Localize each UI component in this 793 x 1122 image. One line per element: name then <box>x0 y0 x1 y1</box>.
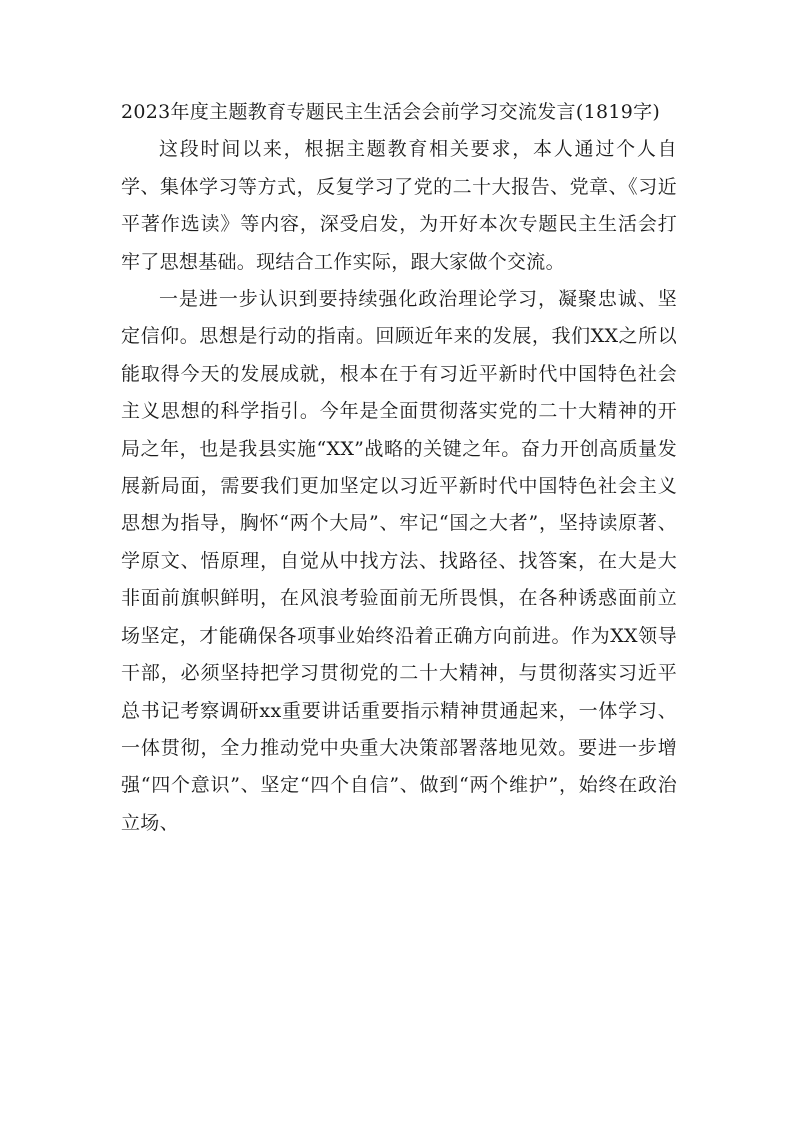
document-title: 2023年度主题教育专题民主生活会会前学习交流发言(1819字) <box>121 101 661 123</box>
paragraph-point-one: 一是进一步认识到要持续强化政治理论学习，凝聚忠诚、坚定信仰。思想是行动的指南。回顾近年来的发展，我们XX之所以能取得今天的发展成就，根本在于有习近平新时代中国特色社会主义思想的科学指引。今年是全面贯彻落实党的二十大精神的开局之年，也是我县实施“XX”战略的关键之年。奋力开创高质量发展新局面，需要我们更加坚定以习近平新时代中国特色社会主义思想为指导，胸怀“两个大局”、牢记“国之大者”，坚持读原著、学原文、悟原理，自觉从中找方法、找路径、找答案，在大是大非面前旗帜鲜明，在风浪考验面前无所畏惧，在各种诱惑面前立场坚定，才能确保各项事业始终沿着正确方向前进。作为XX领导干部，必须坚持把学习贯彻党的二十大精神，与贯彻落实习近平总书记考察调研xx重要讲话重要指示精神贯通起来，一体学习、一体贯彻，全力推动党中央重大决策部署落地见效。要进一步增强“四个意识”、坚定“四个自信”、做到“两个维护”，始终在政治立场、 <box>121 288 677 834</box>
document-body <box>121 94 677 842</box>
paragraph-intro: 这段时间以来，根据主题教育相关要求，本人通过个人自学、集体学习等方式，反复学习了党的二十大报告、党章、《习近平著作选读》等内容，深受启发，为开好本次专题民主生活会打牢了思想基础。现结合工作实际，跟大家做个交流。 <box>121 138 677 273</box>
